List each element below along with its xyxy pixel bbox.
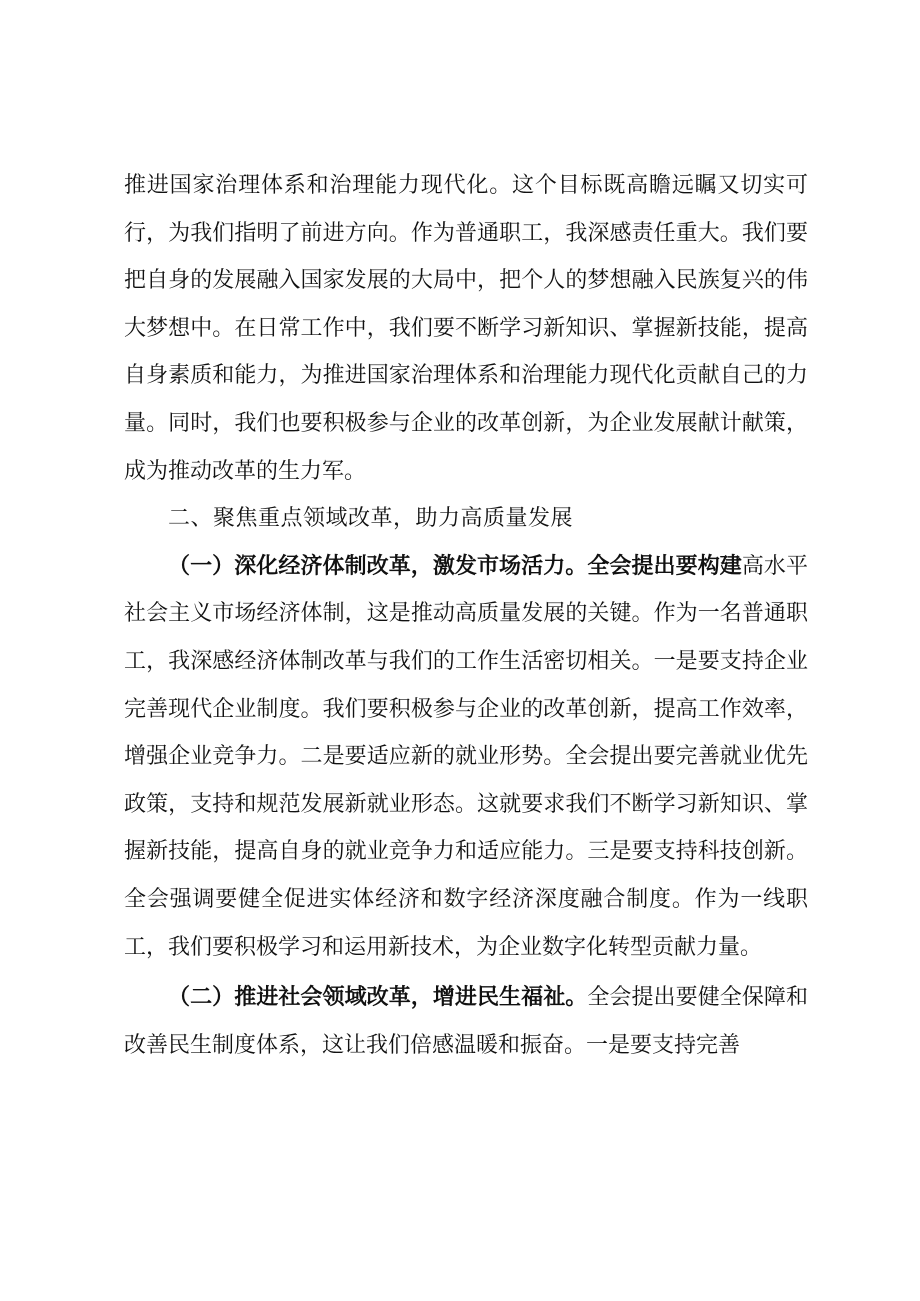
subsection-2-paragraph <box>124 974 808 1069</box>
section-heading-text: 二、聚焦重点领域改革，助力高质量发展 <box>168 506 574 532</box>
subsection-1-body: 高水平社会主义市场经济体制，这是推动高质量发展的关键。作为一名普通职工，我深感经济体制改革与我们的工作生活密切相关。一是要支持企业完善现代企业制度。我们要积极参与企业的改革创新，提高工作效率，增强企业竞争力。二是要适应新的就业形势。全会提出要完善就业优先政策，支持和规范发展新就业形态。这就要求我们不断学习新知识、掌握新技能，提高自身的就业竞争力和适应能力。三是要支持科技创新。全会强调要健全促进实体经济和数字经济深度融合制度。作为一线职工，我们要积极学习和运用新技术，为企业数字化转型贡献力量。 <box>124 553 808 960</box>
section-heading <box>124 495 808 543</box>
subsection-1-lead: （一）深化经济体制改革，激发市场活力。全会提出要构建 <box>168 552 742 579</box>
document-body <box>124 162 808 1069</box>
subsection-2-lead: （二）推进社会领域改革，增进民生福祉。 <box>168 984 588 1011</box>
subsection-2-body: 全会提出要健全保障和改善民生制度体系，这让我们倍感温暖和振奋。一是要支持完善 <box>124 985 808 1058</box>
paragraph-1-text: 推进国家治理体系和治理能力现代化。这个目标既高瞻远瞩又切实可行，为我们指明了前进方向。作为普通职工，我深感责任重大。我们要把自身的发展融入国家发展的大局中，把个人的梦想融入民族复兴的伟大梦想中。在日常工作中，我们要不断学习新知识、掌握新技能，提高自身素质和能力，为推进国家治理体系和治理能力现代化贡献自己的力量。同时，我们也要积极参与企业的改革创新，为企业发展献计献策，成为推动改革的生力军。 <box>124 173 808 484</box>
subsection-1-paragraph <box>124 543 808 971</box>
paragraph-continuation <box>124 162 808 495</box>
